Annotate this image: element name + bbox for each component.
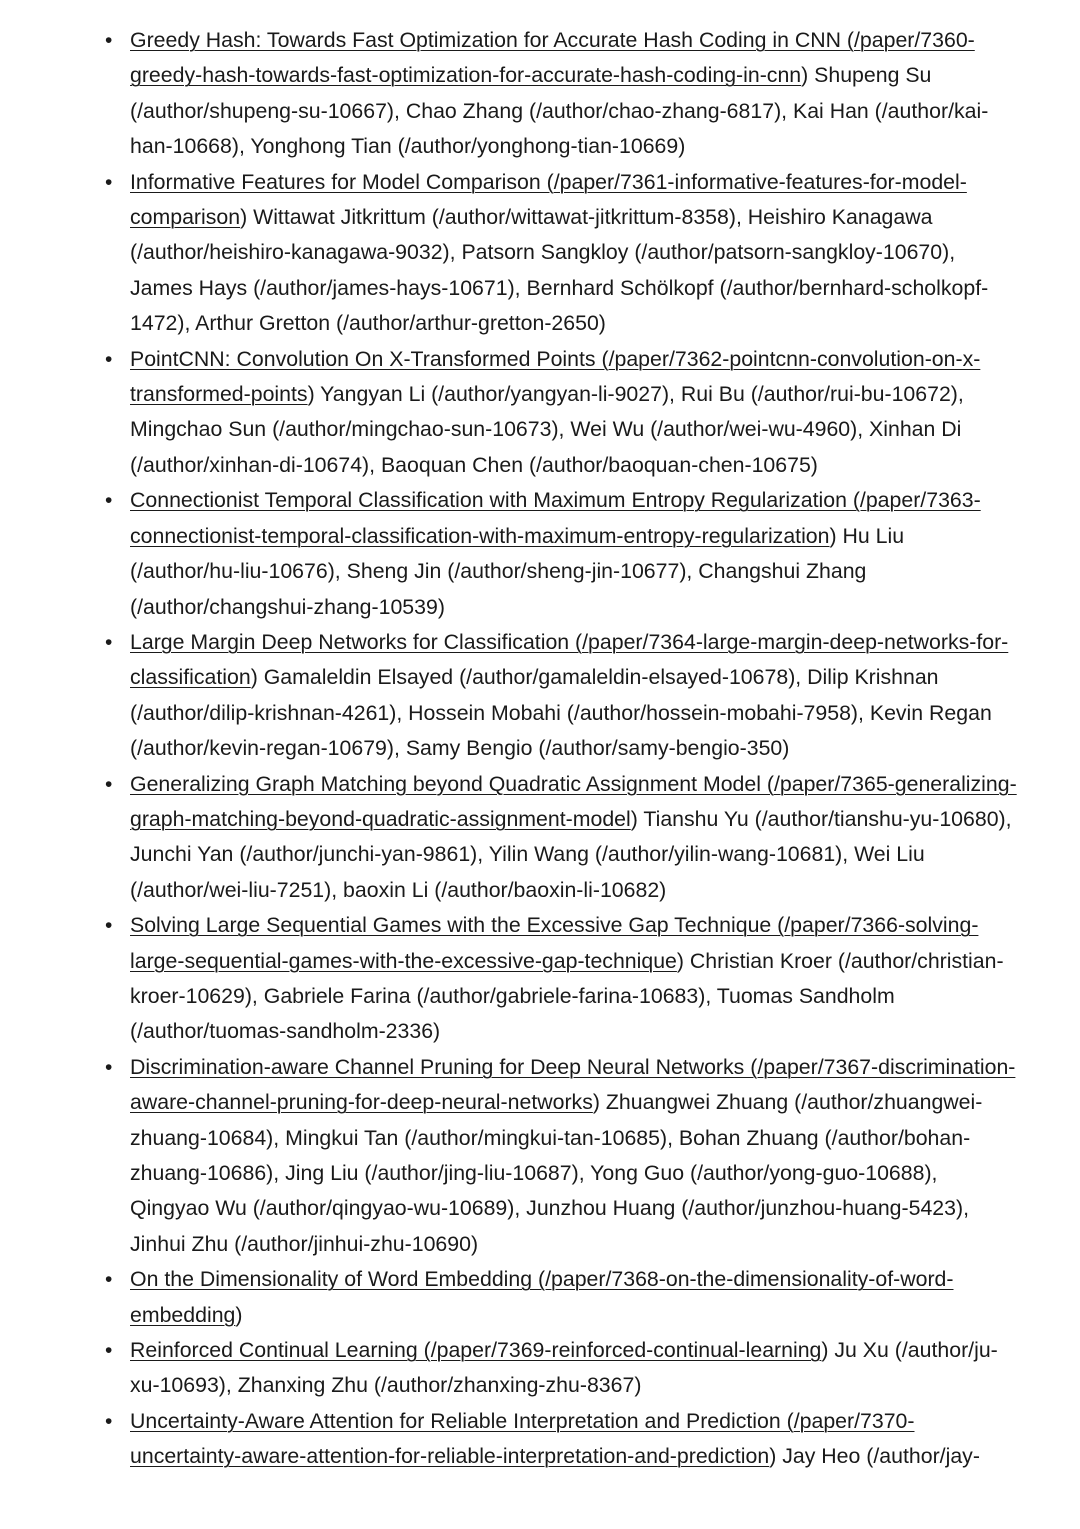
paper-link[interactable]: PointCNN: Convolution On X-Transformed Points (/paper/7362-pointcnn-convolution-on-x-transformed-points (130, 346, 981, 407)
paper-list-item (0, 342, 1080, 484)
paper-link[interactable]: Greedy Hash: Towards Fast Optimization for Accurate Hash Coding in CNN (/paper/7360-greedy-hash-towards-fast-optimization-for-accurate-hash-coding-in-cnn (130, 28, 975, 88)
paper-list (0, 23, 1080, 1475)
paper-link[interactable]: Discrimination-aware Channel Pruning for Deep Neural Networks (/paper/7367-discrimination-aware-channel-pruning-for-deep-neural-networks (130, 1054, 1016, 1115)
paper-authors: ) (235, 1302, 243, 1327)
bullet-icon: • (105, 489, 113, 513)
paper-authors: ) Jay Heo (/author/jay- (769, 1444, 980, 1469)
paper-list-item (0, 767, 1080, 909)
paper-link[interactable]: Large Margin Deep Networks for Classification (/paper/7364-large-margin-deep-networks-for-classification (130, 629, 1009, 690)
paper-list-item (0, 165, 1080, 342)
paper-authors: ) Ju Xu (/author/ju-xu-10693), Zhanxing Zhu (/author/zhanxing-zhu-8367) (130, 1338, 998, 1398)
paper-authors: ) Tianshu Yu (/author/tianshu-yu-10680), Junchi Yan (/author/junchi-yan-9861), Yilin Wang (/author/yilin-wang-10681), Wei Liu (/author/wei-liu-7251), baoxin Li (/author/baoxin-li-10682) (130, 806, 1012, 902)
paper-authors: ) Hu Liu (/author/hu-liu-10676), Sheng Jin (/author/sheng-jin-10677), Changshui Zhang (/author/changshui-zhang-10539) (130, 523, 905, 619)
paper-link[interactable]: Connectionist Temporal Classification with Maximum Entropy Regularization (/paper/7363-connectionist-temporal-classification-with-maximum-entropy-regularization (130, 488, 981, 548)
bullet-icon: • (105, 347, 113, 371)
bullet-icon: • (105, 1268, 113, 1292)
paper-list-item (0, 1050, 1080, 1262)
bullet-icon: • (105, 630, 113, 654)
paper-link[interactable]: Solving Large Sequential Games with the Excessive Gap Technique (/paper/7366-solving-large-sequential-games-with-the-excessive-gap-technique (130, 913, 979, 973)
paper-list-item (0, 1262, 1080, 1333)
paper-authors: ) Shupeng Su (/author/shupeng-su-10667), Chao Zhang (/author/chao-zhang-6817), Kai Han (/author/kai-han-10668), Yonghong Tian (/author/yonghong-tian-10669) (130, 63, 989, 159)
paper-authors: ) Zhuangwei Zhuang (/author/zhuangwei-zhuang-10684), Mingkui Tan (/author/mingkui-tan-10685), Bohan Zhuang (/author/bohan-zhuang-10686), Jing Liu (/author/jing-liu-10687), Yong Guo (/author/yong-guo-10688), Qingyao Wu (/author/qingyao-wu-10689), Junzhou Huang (/author/junzhou-huang-5423), Jinhui Zhu (/author/jinhui-zhu-10690) (130, 1090, 983, 1256)
paper-authors: ) Christian Kroer (/author/christian-kroer-10629), Gabriele Farina (/author/gabriele-farina-10683), Tuomas Sandholm (/author/tuomas-sandholm-2336) (130, 948, 1004, 1044)
paper-list-item (0, 23, 1080, 165)
paper-link[interactable]: Generalizing Graph Matching beyond Quadratic Assignment Model (/paper/7365-generalizing-graph-matching-beyond-quadratic-assignment-model (130, 771, 1017, 831)
paper-link[interactable]: On the Dimensionality of Word Embedding (/paper/7368-on-the-dimensionality-of-word-embedding (130, 1267, 954, 1327)
paper-authors: ) Wittawat Jitkrittum (/author/wittawat-jitkrittum-8358), Heishiro Kanagawa (/author/heishiro-kanagawa-9032), Patsorn Sangkloy (/author/patsorn-sangkloy-10670), James Hays (/author/james-hays-10671), Bernhard Schölkopf (/author/bernhard-scholkopf-1472), Arthur Gretton (/author/arthur-gretton-2650) (130, 205, 989, 336)
bullet-icon: • (105, 170, 113, 194)
paper-authors: ) Yangyan Li (/author/yangyan-li-9027), Rui Bu (/author/rui-bu-10672), Mingchao Sun (/author/mingchao-sun-10673), Wei Wu (/author/wei-wu-4960), Xinhan Di (/author/xinhan-di-10674), Baoquan Chen (/author/baoquan-chen-10675) (130, 382, 964, 477)
paper-list-item (0, 483, 1080, 625)
paper-list-item (0, 908, 1080, 1050)
paper-link[interactable]: Uncertainty-Aware Attention for Reliable Interpretation and Prediction (/paper/7370-uncertainty-aware-attention-for-reliable-interpretation-and-prediction (130, 1408, 915, 1469)
paper-list-item (0, 1404, 1080, 1475)
bullet-icon: • (105, 914, 113, 938)
bullet-icon: • (105, 29, 113, 52)
bullet-icon: • (105, 1339, 113, 1363)
bullet-icon: • (105, 1055, 113, 1079)
paper-link[interactable]: Informative Features for Model Comparison (/paper/7361-informative-features-for-model-comparison (130, 169, 967, 230)
bullet-icon: • (105, 772, 113, 796)
bullet-icon: • (105, 1409, 113, 1433)
paper-list-item (0, 1333, 1080, 1404)
paper-list-item (0, 625, 1080, 767)
paper-link[interactable]: Reinforced Continual Learning (/paper/7369-reinforced-continual-learning (130, 1338, 822, 1363)
paper-authors: ) Gamaleldin Elsayed (/author/gamaleldin-elsayed-10678), Dilip Krishnan (/author/dilip-krishnan-4261), Hossein Mobahi (/author/hossein-mobahi-7958), Kevin Regan (/author/kevin-regan-10679), Samy Bengio (/author/samy-bengio-350) (130, 665, 992, 761)
